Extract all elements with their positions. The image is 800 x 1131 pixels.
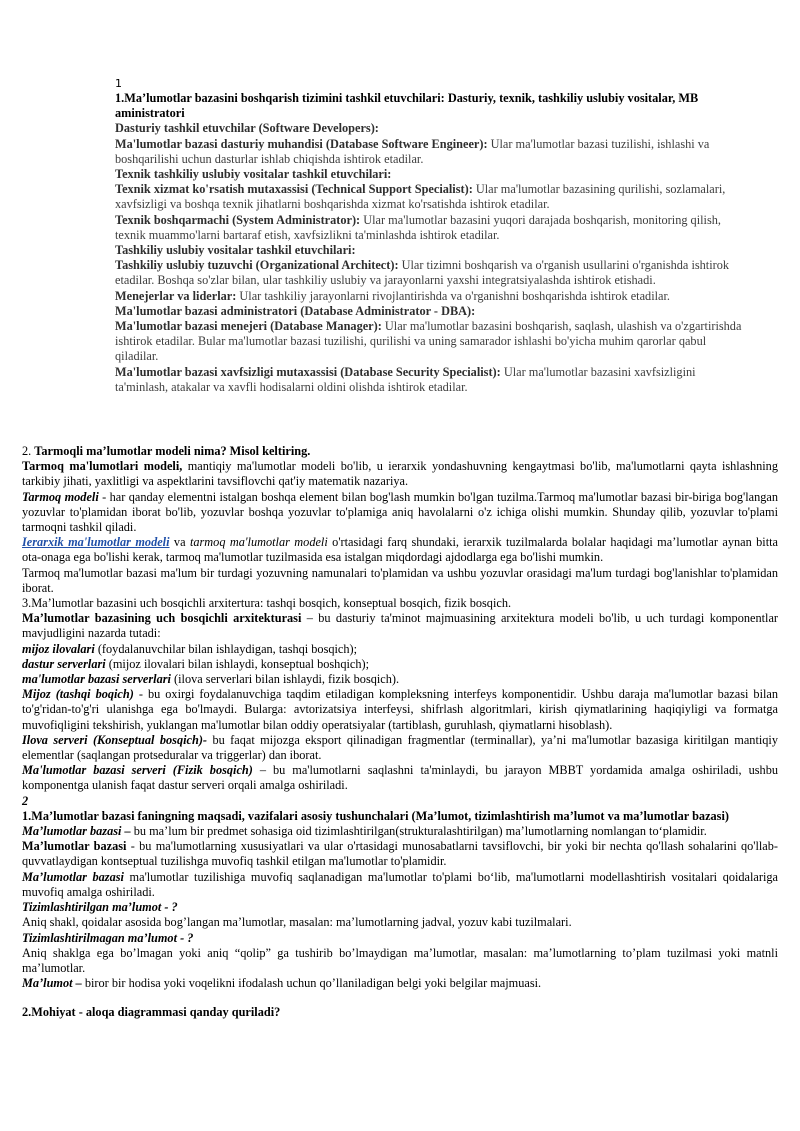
definition: biror bir hodisa yoki voqelikni ifodalash uchun qo’llaniladigan belgi yoki belgilar majmuasi. [81, 976, 542, 991]
role-heading: Texnik xizmat ko'rsatish mutaxassisi (Technical Support Specialist): [115, 182, 473, 197]
section-title: 1.Ma’lumotlar bazasini boshqarish tizimini tashkil etuvchilari: Dasturiy, texnik, tashkiliy uslubiy vositalar, MB aministratori [115, 91, 699, 121]
question-number: 2. [22, 444, 35, 458]
term: dastur serverlari [22, 656, 106, 671]
definition: – bu dasturiy ta'minot majmuasining arxitektura modeli bo'lib, u uch turdagi komponentlar mavjudligini nazarda tutadi: [22, 611, 778, 641]
text: (ilova serverlari bilan ishlaydi, fizik bosqich). [170, 672, 400, 687]
text: (foydalanuvchilar bilan ishlaydigan, tashqi bosqich); [94, 641, 358, 656]
term: ma'lumotlar bazasi serverlari [22, 672, 171, 687]
text: (mijoz ilovalari bilan ishlaydi, konseptual boshqich); [105, 656, 370, 671]
question-heading [22, 444, 778, 459]
paragraph [22, 976, 778, 991]
paragraph [22, 459, 778, 489]
role-heading: Menejerlar va liderlar: [115, 288, 237, 303]
role-description: Ular tashkiliy jarayonlarni rivojlantirishda va o'rganishni boshqarishda ishtirok etadilar. [236, 288, 670, 303]
definition: bu ma’lum bir predmet sohasiga oid tizimlashtirilgan(strukturalashtirilgan) ma’lumotlarning nomlangan to‘plamidir. [130, 824, 707, 839]
term: Ma’lumotlar bazasi [22, 839, 127, 854]
text: o'rtasidagi farq shundaki, ierarxik tuzilmalarda bolalar haqidagi ma’lumotlar aynan bitta ota-onaga ega bo'lishi kerak, tarmoq ma'lumotlar tuzilmasida esa istalgan miqdordagi ajdodlarga ega bo'lishi mumkin. [22, 535, 778, 565]
answer-block-1 [115, 76, 745, 395]
page-number-2: 2 [22, 793, 29, 808]
paragraph [22, 763, 778, 793]
text: va [169, 535, 190, 550]
question-title: Tarmoqli ma’lumotlar modeli nima? Misol keltiring. [34, 444, 311, 458]
definition: - har qanday elementni istalgan boshqa element bilan bog'lash mumkin bo'lgan tuzilma.Tarmoq ma'lumotlar bazasi bir-biriga bog'langan yozuvlar to'plamidan iborat bo'lib, yozuvlar boshqa yozuvlar to'plamiga aniq havolalarni o'z ichiga olishi mumkin. Shunday qilib, yozuvlar to'plami tarmoqni tashkil qiladi. [22, 489, 778, 535]
role-item [115, 258, 745, 288]
role-item [115, 167, 745, 182]
question-heading [22, 1005, 778, 1020]
paragraph: Aniq shakl, qoidalar asosida bog’langan ma’lumotlar, masalan: ma’lumotlarning jadval, yozuv kabi tuzilmalari. [22, 915, 572, 930]
role-heading: Texnik boshqarmachi (System Administrator): [115, 212, 361, 227]
role-item [115, 319, 745, 365]
term: Ma’lumot – [22, 976, 82, 991]
paragraph [22, 839, 778, 869]
hierarchical-model-link[interactable]: Ierarxik ma'lumotlar modeli [22, 535, 170, 550]
paragraph: Tarmoq ma'lumotlar bazasi ma'lum bir turdagi yozuvning namunalari to'plamidan va ushbu yozuvlar orasidagi ma'lum turdagi bog'lanishlar to'plamidan iborat. [22, 565, 778, 595]
paragraph [22, 611, 778, 641]
role-heading: Ma'lumotlar bazasi administratori (Database Administrator - DBA): [115, 303, 476, 318]
role-item [115, 213, 745, 243]
definition: - bu oxirgi foydalanuvchiga taqdim etiladigan kompleksning interfeys komponentidir. Ushbu daraja ma'lumotlar bazasi bilan to'g'ridan-to'g'ri ulanishga ega bo'lmaydi. Bularga: avtorizatsiya interfeysi, shifrlash algoritmlari, kirish qiymatlarining haqiqiyligi va formatga muvofiqligini tekshirish, yuklangan ma'lumotlar bilan oddiy operatsiyalar (tartiblash, guruhlash, qiymatlarni hisoblash). [22, 687, 779, 732]
role-description: Ular ma'lumotlar bazasini yuqori darajada boshqarish, monitoring qilish, texnik muammo'larni bartaraf etish, xavfsizlikni ta'minlashda ishtirok etadilar. [115, 212, 721, 242]
role-heading: Tashkiliy uslubiy tuzuvchi (Organizational Architect): [115, 258, 399, 273]
role-item [115, 137, 745, 167]
paragraph [22, 870, 778, 900]
question-title: 2.Mohiyat - aloqa diagrammasi qanday quriladi? [22, 1005, 281, 1020]
paragraph [22, 687, 778, 733]
role-item [115, 243, 745, 258]
term: Ma’lumotlar bazasi [22, 869, 124, 884]
term: tarmoq ma'lumotlar modeli [189, 535, 328, 550]
role-description: Ular ma'lumotlar bazasining qurilishi, sozlamalari, xavfsizligi va boshqa texnik jihatlarni boshqarishda xizmat ko'rsatishda ishtirok etadilar. [115, 182, 726, 212]
definition: - bu ma'lumotlarning xususiyatlari va ular o'rtasidagi munosabatlarni tavsiflovchi, bir yoki bir nechta qo'llash sohalarini qo'llab-quvvatlaydigan kontseptual tuzilishga muvofiq tashkil etilgan ma'lumotlar to'plamidir. [22, 839, 778, 869]
role-description: Ular ma'lumotlar bazasi tuzilishi, ishlashi va boshqarilishi uchun dasturlar ishlab chiqishda ishtirok etadilar. [115, 136, 710, 166]
role-heading: Dasturiy tashkil etuvchilar (Software Developers): [115, 121, 379, 136]
role-list [115, 121, 745, 395]
term: Ma’lumotlar bazasi – [22, 824, 131, 839]
term: Tarmoq modeli [22, 489, 99, 504]
question-title: 1.Ma’lumotlar bazasi faningning maqsadi, vazifalari asosiy tushunchalari (Ma’lumot, tizimlashtirish ma’lumot va ma’lumotlar bazasi) [22, 808, 729, 823]
definition: bu faqat mijozga eksport qilinadigan fragmentlar (terminallar), ya’ni ma'lumotlar bazasiga kiritilgan mantiqiy elementlar (saqlangan protseduralar va triggerlar) dan iborat. [22, 732, 778, 763]
list-item [22, 642, 778, 657]
role-item [115, 121, 745, 136]
paragraph [22, 490, 778, 536]
role-description: Ular ma'lumotlar bazasini xavfsizligini ta'minlash, atakalar va xavfli hodisalarni oldini olishda ishtirok etadilar. [115, 364, 696, 394]
role-item [115, 304, 745, 319]
list-item [22, 672, 778, 687]
role-heading: Ma'lumotlar bazasi xavfsizligi mutaxassisi (Database Security Specialist): [115, 364, 501, 379]
definition: mantiqiy ma'lumotlar modeli bo'lib, u ierarxik yondashuvning kengaytmasi bo'lib, ma'lumotlarni qayta ishlashning tarkibiy jihati, yaxlitligi va aspektlarini tavsiflovchi qat'iy matematik nazariya. [22, 459, 778, 489]
subheading: Tizimlashtirilmagan ma’lumot - ? [22, 930, 194, 945]
term: mijoz ilovalari [22, 641, 95, 656]
paragraph [22, 824, 778, 839]
role-heading: Ma'lumotlar bazasi menejeri (Database Manager): [115, 319, 382, 334]
role-item [115, 365, 745, 395]
term: Ma’lumotlar bazasining uch bosqichli arxitekturasi [22, 611, 302, 626]
paragraph [22, 535, 778, 565]
term: Ilova serveri (Konseptual bosqich)- [22, 732, 208, 747]
paragraph: Aniq shaklga ega bo’lmagan yoki aniq “qolip” ga tushirib bo’lmaydigan ma’lumotlar, masalan: ma’lumotlarning to’plam tuzilmasi yoki matnli ma’lumotlar. [22, 945, 778, 975]
role-item [115, 289, 745, 304]
paragraph [22, 733, 778, 763]
spacer [22, 991, 778, 1005]
definition: – bu ma'lumotlarni saqlashni ta'minlaydi, bu jarayon MBBT yordamida amalga oshiriladi, ushbu komponentga ulanish faqat dastur serveri orqali amalga oshiriladi. [22, 763, 778, 793]
role-heading: Texnik tashkiliy uslubiy vositalar tashkil etuvchilari: [115, 167, 392, 182]
question-heading [22, 809, 778, 824]
answer-block-2 [22, 444, 778, 1021]
definition: ma'lumotlar tuzilishiga muvofiq saqlanadigan ma'lumotlar to'plami bo‘lib, ma'lumotlarni modellashtirish vositalari qoidalariga muvofiq amalga oshiriladi. [22, 869, 779, 899]
role-description: Ular tizimni boshqarish va o'rganish usullarini o'rganishda ishtirok etadilar. Boshqa so'zlar bilan, ular tashkiliy uslubiy va jarayonlarni yaxshi integratsiyalashda ishtirok etishadi. [115, 258, 730, 288]
role-description: Ular ma'lumotlar bazasini boshqarish, saqlash, ulashish va o'zgartirishda ishtirok etadilar. Bular ma'lumotlar bazasi tuzilishi, qurilishi va uning samarador ishlashi bo'yicha muhim qarorlar qabul qiladilar. [115, 319, 742, 364]
role-heading: Ma'lumotlar bazasi dasturiy muhandisi (Database Software Engineer): [115, 136, 488, 151]
term: Tarmoq ma'lumotlari modeli, [22, 459, 183, 474]
list-item [22, 657, 778, 672]
role-item [115, 182, 745, 212]
role-heading: Tashkiliy uslubiy vositalar tashkil etuvchilari: [115, 243, 356, 258]
term: Mijoz (tashqi boqich) [22, 687, 134, 702]
paragraph: 3.Ma’lumotlar bazasini uch bosqichli arxitertura: tashqi bosqich, konseptual bosqich, fizik bosqich. [22, 596, 512, 611]
page-number: 1 [115, 77, 122, 90]
term: Ma'lumotlar bazasi serveri (Fizik bosqich) [22, 763, 253, 778]
subheading: Tizimlashtirilgan ma’lumot - ? [22, 900, 178, 915]
